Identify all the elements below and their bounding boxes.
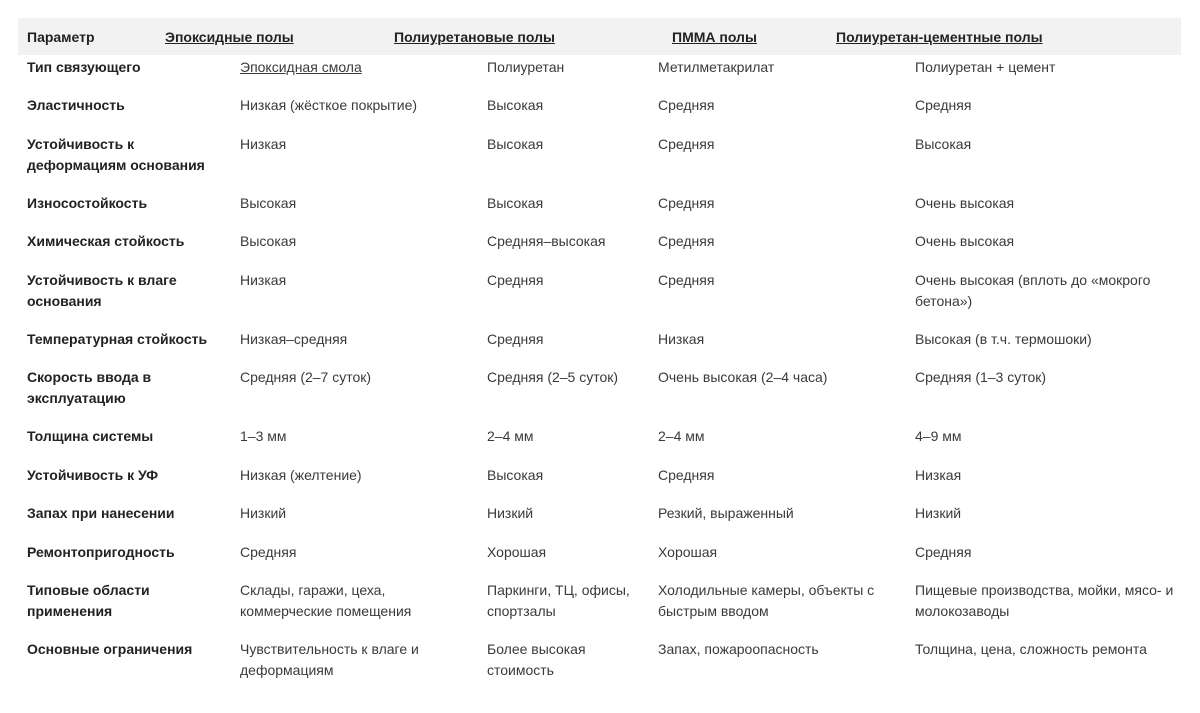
- cell-pmma: Холодильные камеры, объекты с быстрым вводом: [658, 582, 875, 619]
- cell-pu: Полиуретан: [487, 59, 565, 75]
- cell-puc: Толщина, цена, сложность ремонта: [915, 641, 1147, 657]
- header-param: Параметр: [27, 29, 95, 45]
- row-param-label: Тип связующего: [27, 59, 141, 75]
- cell-pu: Средняя (2–5 суток): [487, 369, 619, 385]
- cell-puc: Средняя: [915, 544, 972, 560]
- cell-pu: Высокая: [487, 136, 544, 152]
- cell-puc: Высокая: [915, 136, 972, 152]
- cell-pmma: Средняя: [658, 136, 715, 152]
- cell-puc: 4–9 мм: [915, 428, 962, 444]
- row-param-label: Типовые области применения: [27, 582, 150, 619]
- row-param-label: Скорость ввода в эксплуатацию: [27, 369, 152, 406]
- row-param-label: Основные ограничения: [27, 641, 193, 657]
- cell-pmma: Запах, пожароопасность: [658, 641, 819, 657]
- header-pu-cement-link[interactable]: Полиуретан-цементные полы: [836, 29, 1043, 45]
- comparison-table: [18, 18, 1181, 678]
- cell-puc: Средняя: [915, 97, 972, 113]
- cell-epoxy: Чувствительность к влаге и деформациям: [240, 641, 419, 678]
- row-param-label: Устойчивость к деформациям основания: [27, 136, 205, 173]
- cell-pmma: Резкий, выраженный: [658, 505, 794, 521]
- cell-pu: Средняя–высокая: [487, 233, 606, 249]
- cell-pu: Высокая: [487, 97, 544, 113]
- cell-pmma: Средняя: [658, 233, 715, 249]
- cell-epoxy: Низкая (желтение): [240, 467, 362, 483]
- header-pmma-link[interactable]: ПММА полы: [672, 29, 757, 45]
- row-param-label: Износостойкость: [27, 195, 148, 211]
- cell-pu: Высокая: [487, 467, 544, 483]
- cell-epoxy: Низкий: [240, 505, 287, 521]
- row-param-label: Ремонтопригодность: [27, 544, 175, 560]
- cell-puc: Низкий: [915, 505, 962, 521]
- cell-epoxy: Средняя (2–7 суток): [240, 369, 372, 385]
- cell-epoxy: Низкая: [240, 272, 287, 288]
- cell-puc: Очень высокая (вплоть до «мокрого бетона»): [915, 272, 1151, 309]
- cell-epoxy: Высокая: [240, 233, 297, 249]
- cell-epoxy: 1–3 мм: [240, 428, 287, 444]
- cell-pmma: Средняя: [658, 97, 715, 113]
- cell-pmma: Метилметакрилат: [658, 59, 775, 75]
- cell-pu: 2–4 мм: [487, 428, 534, 444]
- cell-puc: Низкая: [915, 467, 962, 483]
- cell-pu: Хорошая: [487, 544, 547, 560]
- cell-pu: Средняя: [487, 272, 544, 288]
- table-header: [18, 18, 1181, 55]
- cell-pmma: Очень высокая (2–4 часа): [658, 369, 828, 385]
- row-param-label: Запах при нанесении: [27, 505, 175, 521]
- row-param-label: Эластичность: [27, 97, 125, 113]
- cell-pu: Паркинги, ТЦ, офисы, спортзалы: [487, 582, 630, 619]
- cell-epoxy: [240, 57, 475, 78]
- row-param-label: Температурная стойкость: [27, 331, 208, 347]
- row-param-label: Химическая стойкость: [27, 233, 185, 249]
- cell-puc: Очень высокая: [915, 233, 1015, 249]
- cell-pmma: 2–4 мм: [658, 428, 705, 444]
- cell-pmma: Средняя: [658, 195, 715, 211]
- cell-pu: Более высокая стоимость: [487, 641, 586, 678]
- row-param-label: Устойчивость к УФ: [27, 467, 159, 483]
- header-epoxy-link[interactable]: Эпоксидные полы: [165, 29, 294, 45]
- cell-pu: Высокая: [487, 195, 544, 211]
- cell-pu: Низкий: [487, 505, 534, 521]
- cell-puc: Пищевые производства, мойки, мясо- и молокозаводы: [915, 582, 1174, 619]
- cell-epoxy: Высокая: [240, 195, 297, 211]
- epoxy-resin-link[interactable]: Эпоксидная смола: [240, 59, 362, 75]
- cell-epoxy: Низкая (жёсткое покрытие): [240, 97, 418, 113]
- cell-epoxy: Склады, гаражи, цеха, коммерческие помещения: [240, 582, 412, 619]
- cell-epoxy: Средняя: [240, 544, 297, 560]
- cell-pmma: Низкая: [658, 331, 705, 347]
- cell-puc: Полиуретан + цемент: [915, 59, 1056, 75]
- cell-pu: Средняя: [487, 331, 544, 347]
- row-param-label: Устойчивость к влаге основания: [27, 272, 177, 309]
- cell-epoxy: Низкая–средняя: [240, 331, 348, 347]
- cell-pmma: Средняя: [658, 467, 715, 483]
- header-polyurethane-link[interactable]: Полиуретановые полы: [394, 29, 555, 45]
- cell-puc: Средняя (1–3 суток): [915, 369, 1047, 385]
- cell-epoxy: Низкая: [240, 136, 287, 152]
- cell-puc: Очень высокая: [915, 195, 1015, 211]
- cell-pmma: Хорошая: [658, 544, 718, 560]
- cell-pmma: Средняя: [658, 272, 715, 288]
- row-param-label: Толщина системы: [27, 428, 154, 444]
- cell-puc: Высокая (в т.ч. термошоки): [915, 331, 1092, 347]
